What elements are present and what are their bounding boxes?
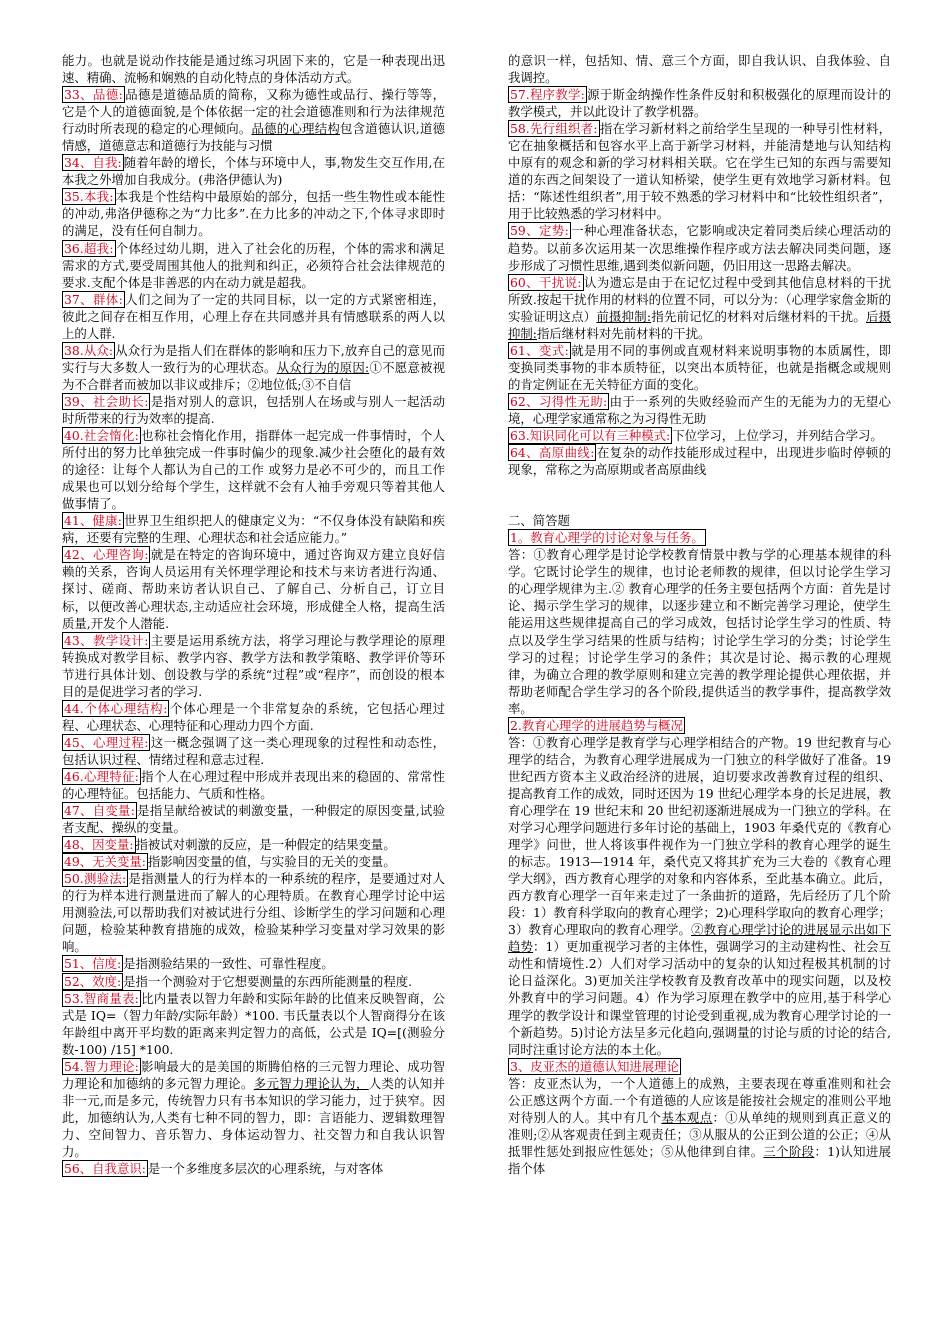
term-text: 个体经过幼儿期，进入了社会化的历程，个体的需求和满足需求的方式,要受周围其他人的批判和纠正，必须符合社会法律规范的要求.支配个体是非善恶的内在动力就是超我。: [62, 240, 445, 290]
underlined-phrase: 后摄抑制:: [508, 308, 892, 341]
term-text: 是指一个测验对于它想要测量的东西所能测量的程度.: [123, 973, 413, 989]
term-text-continued: 包含道德认识,道德情感，道德意志和道德行为技能与习惯: [62, 121, 446, 154]
underlined-phrase: ②教育心理学讨论的进展显示出如下趋势: [508, 922, 892, 955]
term-heading: 40.社会惰化:: [64, 428, 139, 444]
term-text-continued: ：1）更加重视学习者的主体性，强调学习的主动建构性、社会互动性和情境性.2）人们对学习活动中的复杂的认知过程极其机制的讨论日益深化。3)更加关注学校教育及教育改革中的现实问题，以及校外教育中的学习问题。4）作为学习原理在教学中的应用,基于科学心理学的教学设计和课堂管理的讨论受到重视,成为教育心理学讨论的一个新趋势。5)讨论方法呈多元化趋向,强调量的讨论与质的讨论的结合,同时注重讨论方法的本土化。: [508, 939, 892, 1057]
term-text-continued: 指后继材料对先前材料的干扰。: [536, 325, 711, 341]
glossary-entry: [62, 700, 445, 734]
term-heading: 36.超我:: [64, 240, 114, 256]
term-text: 答：①教育心理学是教育学与心理学相结合的产物。19 世纪教育与心理学的结合，为教育心理学进展成为一门独立的科学做好了准备。19 世纪西方资本主义政治经济的进展，迫切要求改善教育过程的组织、提高教育工作的成效，同时还因为 19 世纪心理学本身的长足进展，教育心理学在 19 世纪末和 20 世纪初逐渐进展成为一门独立的学科。在对学习心理学问题进行多年讨论的基础上，1903 年桑代克的《教育心理学》问世，世人将该事件视作为一门独立学科的教育心理学的诞生的标志。1913—1914 年，桑代克又将其扩充为三大卷的《教育心理学大纲》，西方教育心理学的对象和内容体系，至此基本确立。此后，西方教育心理学一百年来走过了一条曲折的道路，先后经历了几个阶段：1）教育科学取向的教育心理学；2)心理科学取向的教育心理学；3）教育心理取向的教育心理学。: [508, 734, 891, 938]
qa-list: [508, 529, 891, 1177]
glossary-entry: [62, 393, 445, 427]
term-text: 本我是个性结构中最原始的部分，包括一些生物性或本能性的冲动,弗洛伊德称之为“力比多”.在力比多的冲动之下,个体寻求即时的满足，没有任何自制力。: [62, 189, 445, 239]
term-heading: 49、无关变量:: [64, 854, 146, 870]
term-text: 比内量表以智力年龄和实际年龄的比值来反映智商，公式是 IQ=（智力年龄/实际年龄）*100. 韦氏量表以个人智商得分在该年龄组中离开平均数的距离来判定智力的高低，公式是 IQ=[(测验分数-100) /15] *100.: [62, 990, 445, 1057]
term-heading: 47、自变量:: [64, 803, 135, 819]
term-text: 认为遗忘是由于在记忆过程中受到其他信息材料的干扰所致.按起干扰作用的材料的位置不同，可以分为：（心理学家詹金斯的实验证明这点）: [508, 274, 891, 324]
term-heading: 51、信度:: [64, 956, 122, 972]
glossary-entry: [62, 1160, 445, 1177]
qa-item: [508, 529, 891, 717]
term-text: 世界卫生组织把人的健康定义为：“不仅身体没有缺陷和疾病，还要有完整的生理、心理状态和社会适应能力。”: [62, 513, 445, 546]
term-text: 是指对别人的意识，包括别人在场或与别人一起活动时所带来的行为效率的提高.: [62, 393, 445, 426]
term-text: 影响最大的是美国的斯腾伯格的三元智力理论、成功智力理论和加德纳的多元智力理论。: [62, 1058, 445, 1091]
glossary-entry: [508, 427, 891, 444]
qa-item: [508, 1058, 891, 1177]
term-heading: 35.本我:: [64, 189, 114, 205]
glossary-entry: [62, 427, 445, 512]
glossary-entry: [62, 342, 445, 393]
term-heading: 58.先行组织者:: [510, 121, 598, 137]
term-text: 随着年龄的增长，个体与环境中人，事,物发生交互作用,在本我之外增加自我成分。(弗洛伊德认为): [62, 155, 445, 188]
term-heading: 42、心理咨询:: [64, 547, 149, 563]
term-text: 品德是道德品质的简称，又称为德性或品行、操行等等，它是个人的道德面貌,是个体依据一定的社会道德准则和行为法律规范行动时所表现的稳定的心理倾向。: [62, 87, 446, 137]
glossary-entry: [62, 853, 445, 870]
term-text-continued: 指先前记忆的材料对后继材料的干扰。: [651, 308, 866, 324]
term-heading: 48、因变量:: [64, 837, 134, 853]
term-heading: 53.智商量表:: [64, 990, 139, 1006]
term-heading: 3、皮亚杰的道德认知进展理论: [510, 1058, 679, 1074]
term-text: 是一个多维度多层次的心理系统，与对客体: [147, 1161, 384, 1177]
term-text: 指在学习新材料之前给学生呈现的一种导引性材料，它在抽象概括和包容水平上高于新学习材料，并能清楚地与认知结构中原有的观念和新的学习材料相关联。它在学生已知的东西与需要知道的东西之间架设了一道认知桥梁，使学生更有效地学习新材料。包括：“陈述性组织者”,用于较不熟悉的学习材料中和“比较性组织者”，用于比较熟悉的学习材料中。: [508, 121, 891, 222]
term-heading: 56、自我意识:: [64, 1161, 146, 1177]
section-title: 二、简答题: [508, 513, 570, 529]
term-heading: 2.教育心理学的进展趋势与概况: [510, 717, 683, 733]
term-heading: 60、干扰说:: [510, 274, 582, 290]
term-text: 这一概念强调了这一类心理现象的过程性和动态性，包括认识过程、情绪过程和意志过程.: [62, 734, 445, 767]
glossary-entry: [62, 802, 445, 836]
term-heading: 41、健康:: [64, 513, 122, 529]
left-column: [62, 52, 445, 1177]
glossary-entry: [508, 120, 891, 222]
right-entries: [508, 86, 891, 478]
glossary-entry: [62, 768, 445, 802]
glossary-entry: [508, 86, 891, 120]
term-text-continued: ：1)认知进展指个体: [508, 1143, 892, 1176]
term-heading: 46.心理特征:: [64, 768, 139, 784]
term-heading: 52、效度:: [64, 973, 122, 989]
term-heading: 44.个体心理结构:: [64, 700, 168, 716]
term-heading: 61、变式:: [510, 342, 569, 358]
left-intro: 能力。也就是说动作技能是通过练习巩固下来的，它是一种表现出迅速、精确、流畅和娴熟的自动化特点的身体活动方式。: [62, 53, 445, 86]
right-column: [508, 52, 891, 1177]
underlined-phrase: 从众行为的原因:: [276, 359, 370, 375]
term-text: 也称社会惰化作用，指群体一起完成一件事情时，个人所付出的努力比单独完成一件事时偏少的现象.减少社会堕化的最有效的途径：让每个人都认为自己的工作 或努力是必不可少的，而且工作成果也可以划分给每个学生，这样就不会有人袖手旁观只等着其他人做事情了。: [62, 428, 445, 512]
underlined-phrase: 三个阶段: [763, 1143, 815, 1159]
term-heading: 1。教育心理学的讨论对象与任务。: [510, 530, 704, 546]
term-text: 下位学习，上位学习，并列结合学习。: [672, 428, 883, 444]
glossary-entry: [62, 955, 445, 972]
term-heading: 50.测验法:: [64, 871, 127, 887]
term-heading: 62、习得性无助:: [510, 393, 608, 409]
term-text: 指被试对刺激的反应，是一种假定的结果变量。: [135, 837, 396, 853]
term-text: 从众行为是指人们在群体的影响和压力下,放弃自己的意见而实行与大多数人一致行为的心理状态。: [62, 342, 445, 375]
term-text: 人们之间为了一定的共同目标，以一定的方式紧密相连，彼此之间存在相互作用，心理上存在共同感并具有情感联系的两人以上的人群.: [62, 291, 446, 341]
qa-item: [508, 717, 891, 1058]
glossary-entry: [508, 274, 891, 342]
term-heading: 54.智力理论:: [64, 1058, 139, 1074]
underlined-phrase: 基本观点: [661, 1109, 713, 1125]
glossary-entry: [508, 444, 891, 478]
term-heading: 63.知识同化可以有三种模式:: [510, 428, 671, 444]
underlined-phrase: 品德的心理结构: [251, 121, 340, 137]
underlined-phrase: 前摄抑制:: [596, 308, 652, 324]
glossary-entry: [62, 546, 445, 631]
glossary-entry: [62, 836, 445, 853]
glossary-entry: [508, 342, 891, 393]
term-text: 个体心理是一个非常复杂的系统，它包括心理过程、心理状态、心理特征和心理动力四个方面.: [62, 700, 445, 733]
glossary-entry: [62, 734, 445, 768]
term-text: 一种心理准备状态，它影响或决定着同类后续心理活动的趋势。以前多次运用某一次思维操作程序或方法去解决同类问题，逐步形成了习惯性思维,遇到类似新问题，仍旧用这一思路去解决。: [508, 223, 892, 273]
term-text: 指个人在心理过程中形成并表现出来的稳固的、常常性的心理特征。包括能力、气质和性格。: [62, 768, 445, 802]
glossary-entry: [62, 990, 445, 1058]
left-entries: [62, 86, 445, 1177]
term-text: 主要是运用系统方法，将学习理论与教学理论的原理转换成对教学目标、教学内容、教学方法和教学策略、教学评价等环节进行具体计划、创设教与学的系统“过程”或“程序”，而创设的根本目的是促进学习者的学习.: [62, 632, 445, 699]
term-text: 答：皮亚杰认为，一个人道德上的成熟，主要表现在尊重准则和社会公正感这两个方面.一个有道德的人应该是能按社会规定的准则公平地对待别人的人。其中有几个: [508, 1075, 891, 1125]
term-text: 是指测量人的行为样本的一种系统的程序，是要通过对人的行为样本进行测量进而了解人的心理特质。在教育心理学讨论中运用测验法,可以帮助我们对被试进行分组、诊断学生的学习问题和心理问题，检验某种教育措施的成效，检验某种学习变量对学习效果的影响。: [62, 871, 445, 955]
term-heading: 38.从众:: [64, 342, 114, 358]
term-heading: 39、社会助长:: [64, 393, 149, 409]
term-text: 由于一系列的失败经验而产生的无能为力的无望心境，心理学家通常称之为习得性无助: [508, 393, 891, 426]
term-text: 就是在特定的咨询环境中，通过咨询双方建立良好信赖的关系，咨询人员运用有关怀理学理论和技术与来访者进行沟通、探讨、磋商、帮助来访者认识自己、了解自己、分析自己，订立目标，以便改善心理状态,主动适应社会环境，形成健全人格，提高生活质量,开发个人潜能.: [62, 547, 445, 631]
term-text-continued: ①不愿意被视为不合群者而被加以非议或排斥；②地位低;③不自信: [62, 359, 446, 392]
glossary-entry: [508, 393, 891, 427]
glossary-entry: [62, 632, 445, 700]
term-text-continued: ：①从单纯的规则到真正意义的准则;②从客观责任到主观责任；③从服从的公正到公道的公正；④从抵罪性惩处到报应性惩处；⑤从他律到自律。: [508, 1109, 892, 1159]
glossary-entry: [62, 240, 445, 291]
term-heading: 45、心理过程:: [64, 734, 149, 750]
term-text: 在复杂的动作技能形成过程中，出现进步临时停顿的现象，常称之为高原期或者高原曲线: [508, 445, 891, 478]
term-heading: 34、自我:: [64, 155, 122, 171]
term-text: 是指测验结果的一致性、可靠性程度。: [123, 956, 334, 972]
term-heading: 43、教学设计:: [64, 632, 149, 648]
term-text: 答：①教育心理学是讨论学校教育情景中教与学的心理基本规律的科学。它既讨论学生的规律，也讨论老师教的规律，但以讨论学生学习的心理学规律为主.② 教育心理学的任务主要包括两个方面：首先是讨论、揭示学生学习的规律，以逐步建立和不断完善学习理论，使学生能运用这些规律提高自己的学习成效，包括讨论学生学习的性质、特点以及学生学习结果的性质与结构；讨论学生学习的分类；讨论学生学习的过程；讨论学生学习的条件；其次是讨论、揭示教的心理规律，为确立合理的教学原则和建立完善的教学理论提供心理依据，并帮助老师配合学生学习的各个阶段,提供适当的教学事件，提高教学效率。: [508, 547, 891, 716]
glossary-entry: [62, 291, 445, 342]
glossary-entry: [62, 870, 445, 955]
term-heading: 59、定势:: [510, 223, 569, 239]
right-intro: 的意识一样，包括知、情、意三个方面，即自我认识、自我体验、自我调控。: [508, 53, 891, 86]
glossary-entry: [62, 973, 445, 990]
term-text-continued: 人类的认知并非一元,而是多元，传统智力只有书本知识的学习能力，过于狭窄。因此，加德纳认为,人类有七种不同的智力，即：言语能力、逻辑数理智力、空间智力、音乐智力、身体运动智力、社交智力和自我认识智力。: [62, 1075, 446, 1159]
term-heading: 33、品德:: [64, 87, 123, 103]
glossary-entry: [62, 1058, 445, 1160]
underlined-phrase: 多元智力理论认为，: [253, 1075, 369, 1091]
glossary-entry: [62, 86, 445, 154]
term-text: 就是用不同的事例或直观材料来说明事物的本质属性，即变换同类事物的非本质特征，以突出本质特征，也就是指概念或规则的肯定例证在无关特征方面的变化。: [508, 342, 892, 392]
glossary-entry: [508, 222, 891, 273]
term-heading: 57.程序教学:: [510, 87, 585, 103]
term-text: 源于斯金纳操作性条件反射和积极强化的原理而设计的教学模式，并以此设计了教学机器。: [508, 87, 891, 120]
glossary-entry: [62, 512, 445, 546]
glossary-entry: [62, 154, 445, 188]
term-heading: 64、高原曲线:: [510, 445, 595, 461]
term-text: 是指呈献给被试的刺激变量，一种假定的原因变量,试验者支配、操纵的变量。: [62, 803, 445, 836]
glossary-entry: [62, 188, 445, 239]
term-text: 指影响因变量的值，与实验目的无关的变量。: [147, 854, 396, 870]
term-heading: 37、群体:: [64, 291, 123, 307]
